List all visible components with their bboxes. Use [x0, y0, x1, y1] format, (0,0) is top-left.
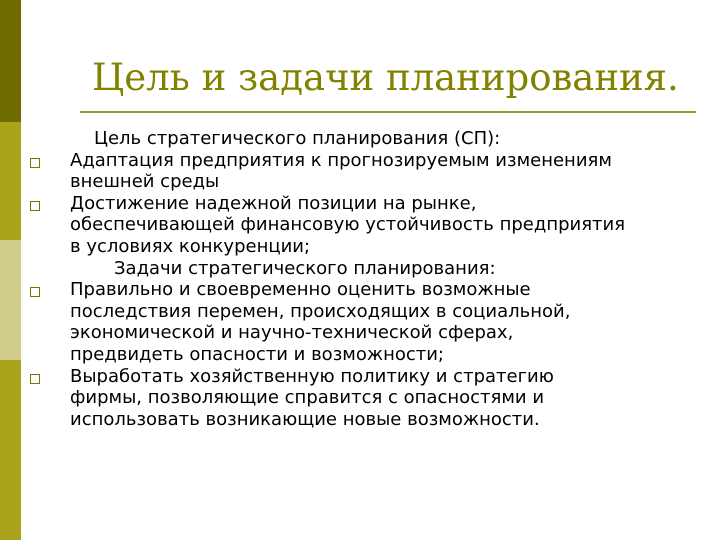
list-item-line: Достижение надежной позиции на рынке,: [70, 192, 477, 214]
goal-heading: Цель стратегического планирования (СП):: [94, 128, 501, 149]
square-bullet-icon: [30, 201, 40, 211]
list-item-line: в условиях конкуренции;: [70, 235, 311, 257]
decorative-stripe: [0, 360, 21, 540]
title-underline: [80, 111, 696, 113]
tasks-heading: Задачи стратегического планирования:: [114, 257, 496, 279]
decorative-stripe: [0, 240, 21, 360]
square-bullet-icon: [30, 158, 40, 168]
list-item-line: использовать возникающие новые возможности.: [70, 408, 540, 430]
decorative-stripe: [0, 122, 21, 240]
square-bullet-icon: [30, 374, 40, 384]
list-item-line: предвидеть опасности и возможности;: [70, 343, 444, 365]
square-bullet-icon: [30, 287, 40, 297]
list-item-line: Правильно и своевременно оценить возможные: [70, 279, 531, 301]
list-item-line: Адаптация предприятия к прогнозируемым изменениям: [70, 149, 612, 171]
list-item-line: фирмы, позволяющие справится с опасностями и: [70, 387, 545, 409]
list-item: [70, 193, 710, 258]
decorative-stripe: [0, 0, 21, 122]
list-item-line: внешней среды: [70, 171, 220, 193]
list-item: [70, 150, 710, 193]
list-item-line: Выработать хозяйственную политику и стратегию: [70, 365, 554, 387]
list-item-line: экономической и научно-технической сферах,: [70, 322, 514, 344]
list-item-line: обеспечивающей финансовую устойчивость предприятия: [70, 214, 626, 236]
slide-title: Цель и задачи планирования.: [92, 56, 679, 99]
slide-body: [70, 128, 710, 430]
list-item-line: последствия перемен, происходящих в социальной,: [70, 300, 571, 322]
list-item: [70, 366, 710, 431]
list-item: [70, 279, 710, 365]
